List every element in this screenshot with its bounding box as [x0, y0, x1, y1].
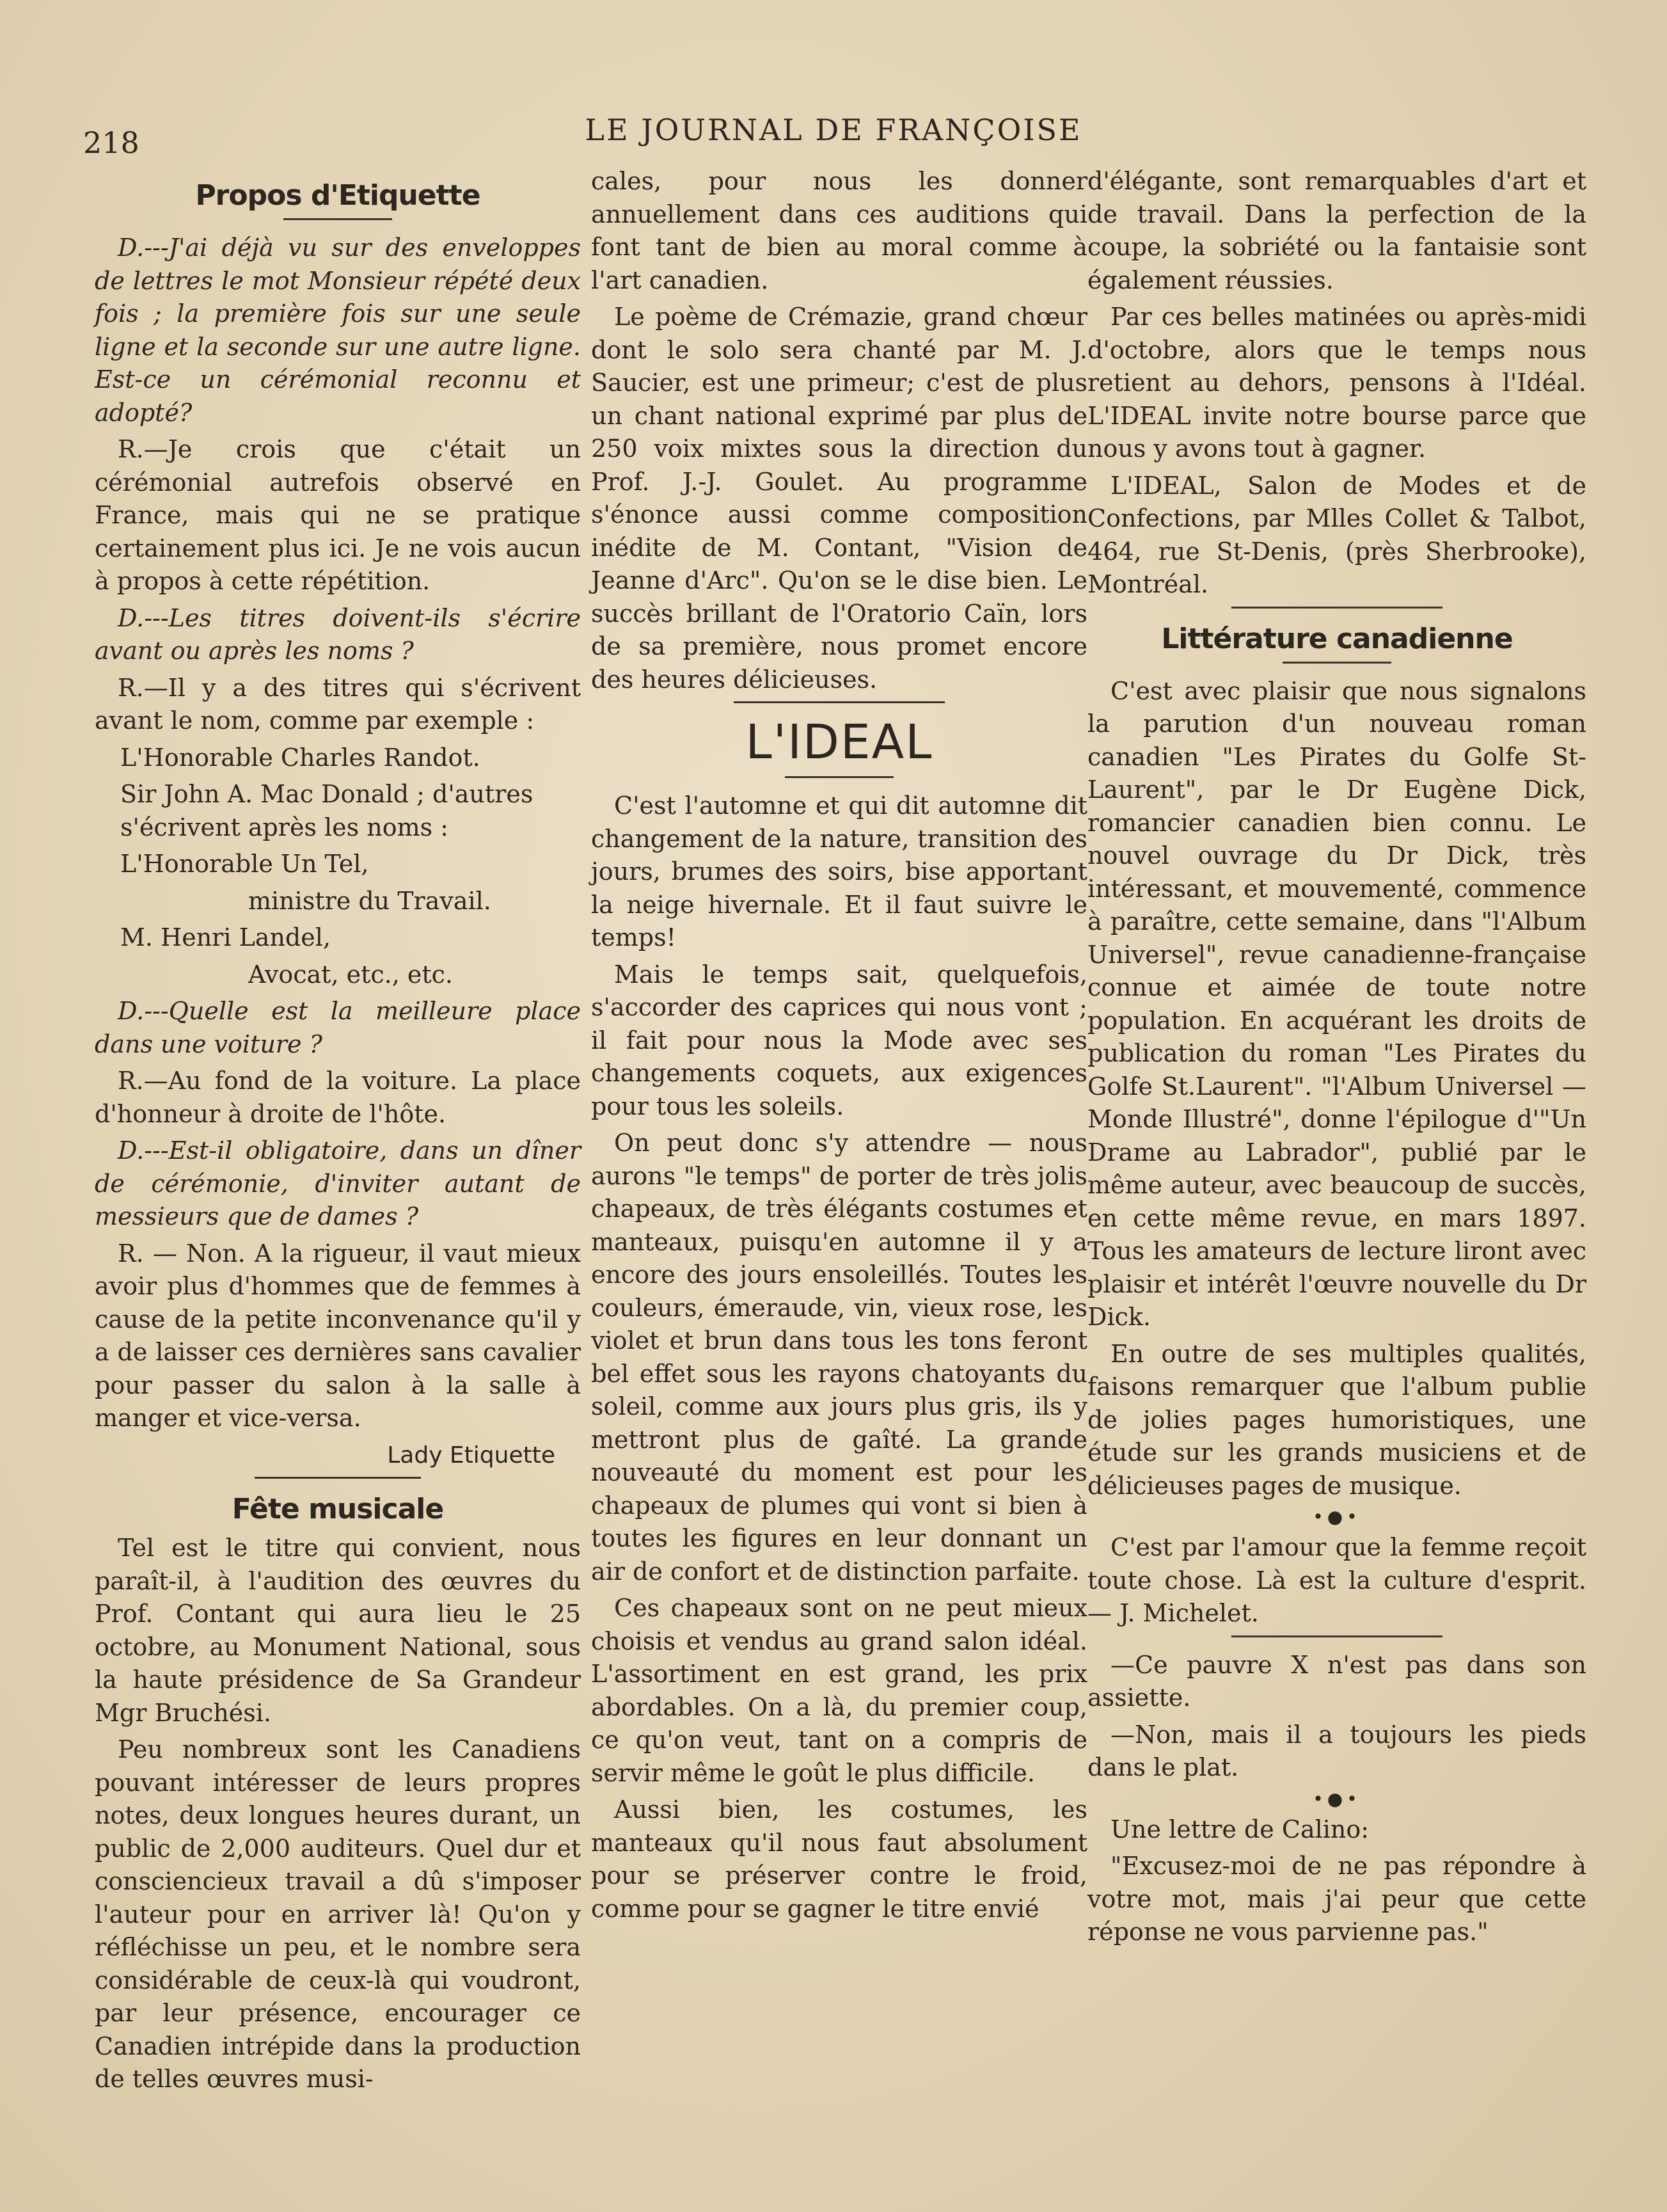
- question-2: D.---Les titres doivent-ils s'écrire avant ou après les noms ?: [95, 603, 581, 665]
- answer-3: R.—Au fond de la voiture. La place d'honneur à droite de l'hôte.: [95, 1067, 581, 1128]
- example-2: Sir John A. Mac Donald ; d'autres s'écrivent après les noms :: [120, 780, 533, 841]
- fete-title: Fête musicale: [232, 1493, 444, 1525]
- question-4: D.---Est-il obligatoire, dans un dîner de cérémonie, d'inviter autant de messieurs que de dames ?: [95, 1136, 581, 1230]
- running-head: LE JOURNAL DE FRANÇOISE: [585, 113, 1082, 147]
- answer-2: R.—Il y a des titres qui s'écrivent avant le nom, comme par exemple :: [95, 673, 581, 735]
- ideal-title: L'IDEAL: [745, 715, 933, 770]
- litterature-paragraph-2: En outre de ses multiples qualités, faisons remarquer que l'album publie de jolies pages humoristiques, une étude sur les grands musiciens et de délicieuses pages de musique.: [1087, 1339, 1586, 1500]
- fete-paragraph-3: Le poème de Crémazie, grand chœur dont le solo sera chanté par M. J. Saucier, est une primeur; c'est de plus un chant national exprimé par plus de 250 voix mixtes sous la direction du Prof. J.-J. Goulet. Au programme s'énonce aussi comme composition inédite de M. Contant, "Vision de Jeanne d'Arc". Qu'on se le dise bien. Le succès brillant de l'Oratorio Caïn, lors de sa première, nous promet encore des heures délicieuses.: [591, 303, 1087, 694]
- joke-line-1: —Ce pauvre X n'est pas dans son assiette.: [1087, 1650, 1586, 1712]
- fete-paragraph-2: Peu nombreux sont les Canadiens pouvant intéresser de leurs propres notes, deux longues heures durant, un public de 2,000 auditeurs. Quel dur et consciencieux travail a dû s'imposer l'auteur pour en arriver là! Qu'on y réfléchisse un peu, et le nombre sera considérable de ceux-là qui voudront, par leur présence, encourager ce Canadien intrépide dans la production de telles œuvres musi-: [95, 1735, 581, 2093]
- example-4-title: Avocat, etc., etc.: [248, 960, 454, 989]
- column-1: [95, 165, 581, 2100]
- question-3: D.---Quelle est la meilleure place dans une voiture ?: [95, 997, 581, 1058]
- answer-4: R. — Non. A la rigueur, il vaut mieux avoir plus d'hommes que de femmes à cause de la petite inconvenance qu'il y a de laisser ces dernières sans cavalier pour passer du salon à la salle à manger et vice-versa.: [95, 1239, 581, 1432]
- fete-continuation: cales, pour nous les donner annuellement dans ces auditions qui font tant de bien au moral comme à l'art canadien.: [591, 167, 1087, 294]
- ideal-paragraph-1: C'est l'automne et qui dit automne dit changement de la nature, transition des jours, brumes des soirs, bise apportant la neige hivernale. Et il faut suivre le temps!: [591, 792, 1087, 951]
- section-rule: [734, 701, 945, 703]
- example-4: M. Henri Landel,: [120, 923, 331, 951]
- ideal-paragraph-2: Mais le temps sait, quelquefois, s'accorder des caprices qui nous vont ; il fait pour nous la Mode avec ses changements coquets, aux exigences pour tous les soleils.: [591, 960, 1087, 1120]
- example-1: L'Honorable Charles Randot.: [120, 743, 480, 772]
- column-2: [591, 165, 1087, 1929]
- ideal-paragraph-4: Ces chapeaux sont on ne peut mieux choisis et vendus au grand salon idéal. L'assortiment en est grand, les prix abordables. On a là, du premier coup, ce qu'on veut, tant on a compris de servir même le goût le plus difficile.: [591, 1594, 1087, 1787]
- example-3-title: ministre du Travail.: [248, 886, 491, 915]
- example-3: L'Honorable Un Tel,: [120, 850, 369, 878]
- fete-paragraph-1: Tel est le titre qui convient, nous paraît-il, à l'audition des œuvres du Prof. Contant qui aura lieu le 25 octobre, au Monument National, sous la haute présidence de Sa Grandeur Mgr Bruchési.: [95, 1534, 581, 1727]
- ornament-divider: •●•: [1313, 1788, 1361, 1810]
- title-rule: [283, 218, 392, 220]
- answer-1: R.—Je crois que c'était un cérémonial autrefois observé en France, mais qui ne se pratique certainement plus ici. Je ne vois aucun à propos à cette répétition.: [95, 435, 581, 595]
- calino-letter: "Excusez-moi de ne pas répondre à votre mot, mais j'ai peur que cette réponse ne vous parvienne pas.": [1087, 1852, 1586, 1946]
- column-3: [1087, 165, 1586, 1953]
- title-rule: [785, 776, 894, 778]
- page-number: 218: [83, 125, 139, 160]
- section-rule: [1231, 1635, 1442, 1637]
- ideal-paragraph-5: Aussi bien, les costumes, les manteaux qu'il nous faut absolument pour se préserver contre le froid, comme pour se gagner le titre envié: [591, 1795, 1087, 1923]
- title-rule: [1283, 662, 1391, 664]
- ideal-paragraph-3: On peut donc s'y attendre — nous aurons "le temps" de porter de très jolis chapeaux, de très élégants costumes et manteaux, puisqu'en automne il y a encore des jours ensoleillés. Toutes les couleurs, émeraude, vin, vieux rose, les violet et brun dans tous les tons feront bel effet sous les rayons chatoyants du soleil, comme aux jours plus gris, ils y mettront plus de gaîté. La grande nouveauté du moment est pour les chapeaux de plumes qui vont si bien à toutes les figures en leur donnant un air de confort et de distinction parfaite.: [591, 1129, 1087, 1586]
- calino-intro: Une lettre de Calino:: [1110, 1815, 1370, 1843]
- ideal-paragraph-6: Par ces belles matinées ou après-midi d'octobre, alors que le temps nous retient au dehors, pensons à l'Idéal. L'IDEAL invite notre bourse parce que nous y avons tout à gagner.: [1087, 303, 1586, 463]
- signature: Lady Etiquette: [387, 1442, 555, 1468]
- litterature-paragraph-1: C'est avec plaisir que nous signalons la parution d'un nouveau roman canadien "Les Pirates du Golfe St-Laurent", par le Dr Eugène Dick, romancier canadien bien connu. Le nouvel ouvrage du Dr Dick, très intéressant, et mouvementé, commence à paraître, cette semaine, dans "l'Album Universel", revue canadienne-française connue et aimée de toute notre population. En acquérant les droits de publication du roman "Les Pirates du Golfe St.Laurent". "l'Album Universel — Monde Illustré", donne l'épilogue d'"Un Drame au Labrador", publié par le même auteur, avec beaucoup de succès, en cette même revue, en mars 1897. Tous les amateurs de lecture liront avec plaisir et intérêt l'œuvre nouvelle du Dr Dick.: [1087, 676, 1586, 1331]
- ornament-divider: •●•: [1313, 1506, 1361, 1527]
- etiquette-title: Propos d'Etiquette: [195, 179, 480, 212]
- section-rule: [255, 1477, 421, 1479]
- section-rule: [1231, 607, 1442, 609]
- ideal-continuation: d'élégante, sont remarquables d'art et de travail. Dans la perfection de la coupe, la sobriété ou la fantaisie sont également réussies.: [1087, 167, 1586, 294]
- joke-line-2: —Non, mais il a toujours les pieds dans le plat.: [1087, 1720, 1586, 1781]
- ideal-paragraph-7: L'IDEAL, Salon de Modes et de Confections, par Mlles Collet & Talbot, 464, rue St-Denis, (près Sherbrooke), Montréal.: [1087, 471, 1586, 598]
- michelet-quote: C'est par l'amour que la femme reçoit toute chose. Là est la culture d'esprit. — J. Michelet.: [1087, 1533, 1586, 1627]
- litterature-title: Littérature canadienne: [1161, 622, 1513, 655]
- question-1: D.---J'ai déjà vu sur des enveloppes de lettres le mot Monsieur répété deux fois ; la première fois sur une seule ligne et la seconde sur une autre ligne. Est-ce un cérémonial reconnu et adopté?: [95, 234, 581, 427]
